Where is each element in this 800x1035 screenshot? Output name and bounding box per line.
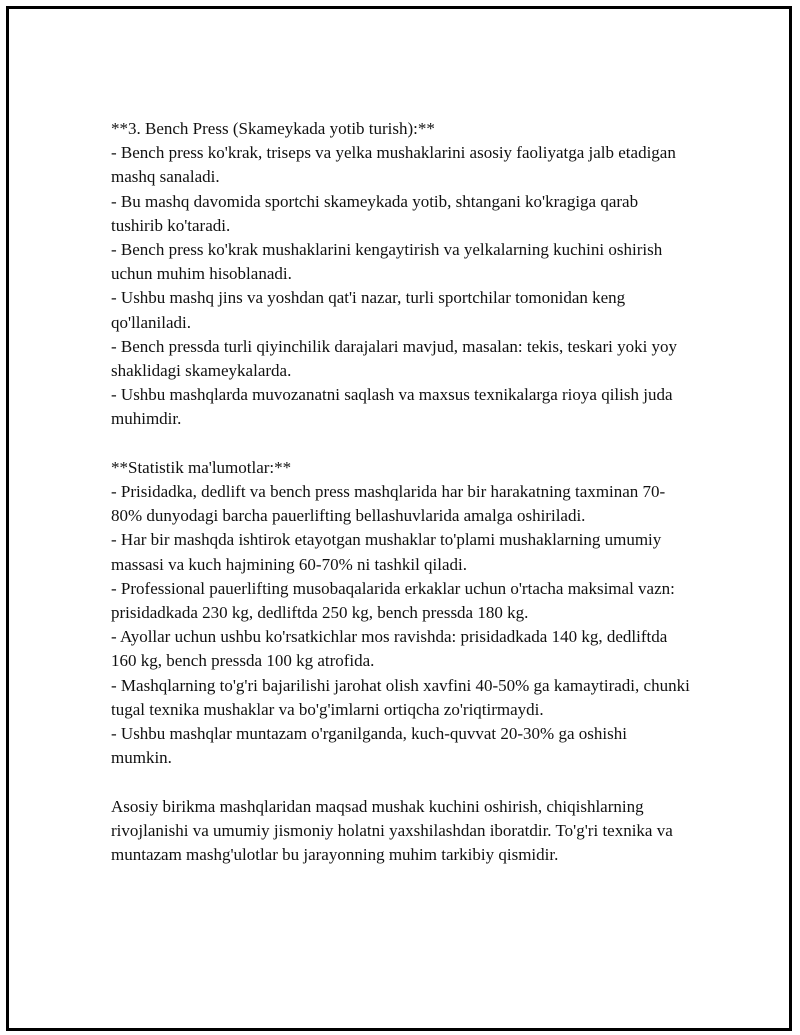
conclusion-paragraph: Asosiy birikma mashqlaridan maqsad mushak kuchini oshirish, chiqishlarning rivojlanishi va umumiy jismoniy holatni yaxshilashdan iboratdir. To'g'ri texnika va muntazam mashg'ulotlar bu jarayonning muhim tarkibiy qismidir. bbox=[111, 796, 673, 865]
section-conclusion bbox=[111, 795, 691, 868]
list-item: - Ushbu mashqlarda muvozanatni saqlash va maxsus texnikalarga rioya qilish juda muhimdir. bbox=[111, 385, 673, 429]
section-bench-press bbox=[111, 117, 691, 432]
list-item: - Bu mashq davomida sportchi skameykada yotib, shtangani ko'kragiga qarab tushirib ko'taradi. bbox=[111, 191, 639, 235]
list-item: - Har bir mashqda ishtirok etayotgan mushaklar to'plami mushaklarning umumiy massasi va kuch hajmining 60-70% ni tashkil qiladi. bbox=[111, 530, 662, 574]
list-item: - Bench pressda turli qiyinchilik darajalari mavjud, masalan: tekis, teskari yoki yoy shaklidagi skameykalarda. bbox=[111, 336, 678, 381]
section-statistics bbox=[111, 456, 691, 771]
section-heading: **Statistik ma'lumotlar:** bbox=[111, 457, 292, 477]
list-item: - Professional pauerlifting musobaqalarida erkaklar uchun o'rtacha maksimal vazn: prisidadkada 230 kg, dedliftda 250 kg, bench pressda 180 kg. bbox=[111, 578, 675, 623]
list-item: - Ushbu mashqlar muntazam o'rganilganda, kuch-quvvat 20-30% ga oshishi mumkin. bbox=[111, 724, 627, 768]
list-item: - Bench press ko'krak, triseps va yelka mushaklarini asosiy faoliyatga jalb etadigan mashq sanaladi. bbox=[111, 143, 676, 187]
list-item: - Mashqlarning to'g'ri bajarilishi jarohat olish xavfini 40-50% ga kamaytiradi, chunki tugal texnika mushaklar va bo'g'imlarni ortiqcha zo'riqtirmaydi. bbox=[111, 675, 690, 719]
list-item: - Ushbu mashq jins va yoshdan qat'i nazar, turli sportchilar tomonidan keng qo'llaniladi. bbox=[111, 288, 626, 332]
list-item: - Bench press ko'krak mushaklarini kengaytirish va yelkalarning kuchini oshirish uchun muhim hisoblanadi. bbox=[111, 240, 663, 284]
document-body bbox=[111, 117, 691, 867]
list-item: - Prisidadka, dedlift va bench press mashqlarida har bir harakatning taxminan 70-80% dunyodagi barcha pauerlifting bellashuvlarida amalga oshiriladi. bbox=[111, 482, 666, 526]
list-item: - Ayollar uchun ushbu ko'rsatkichlar mos ravishda: prisidadkada 140 kg, dedliftda 160 kg, bench pressda 100 kg atrofida. bbox=[111, 627, 668, 671]
section-heading: **3. Bench Press (Skameykada yotib turish):** bbox=[111, 119, 435, 138]
